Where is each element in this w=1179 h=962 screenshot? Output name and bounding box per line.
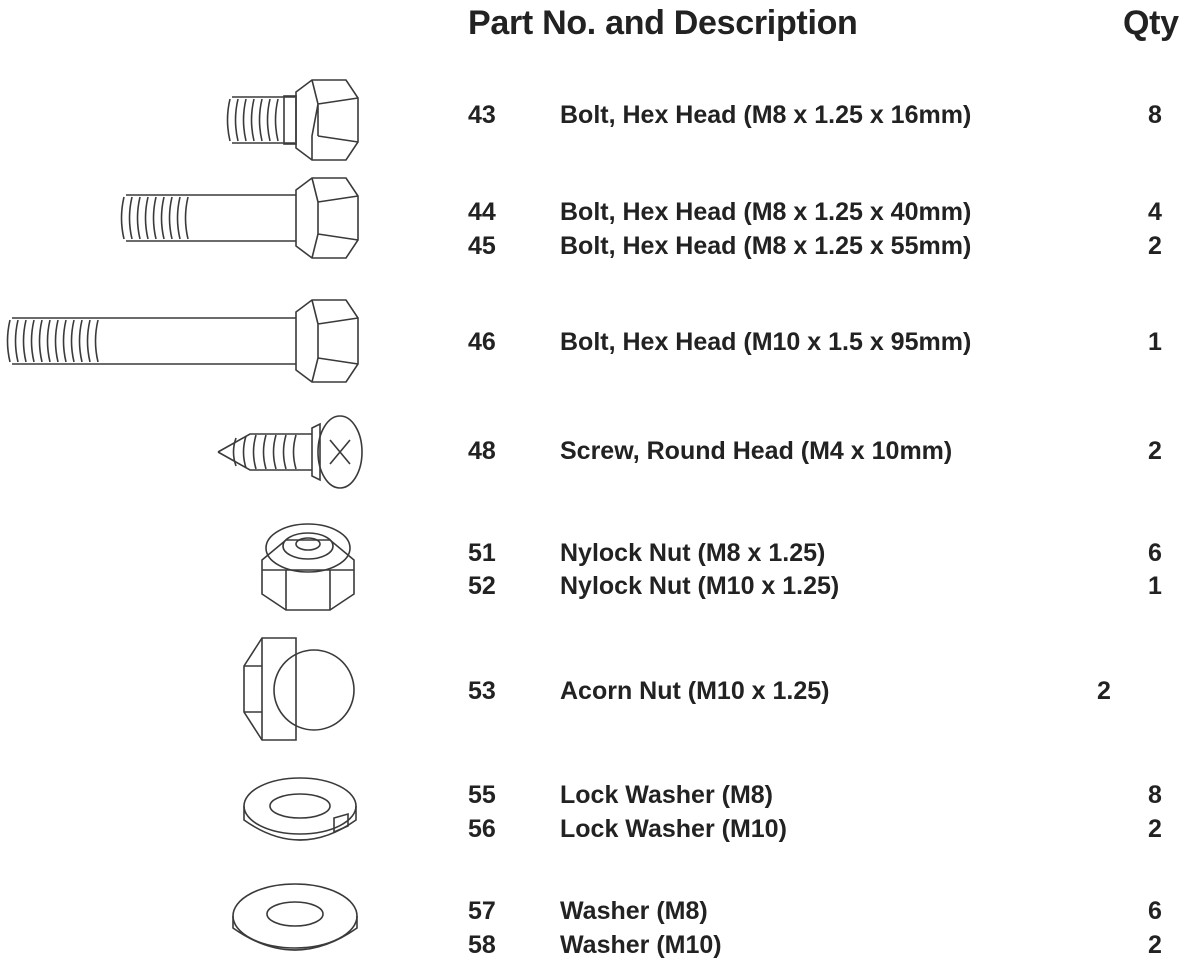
part-qty: 8	[1148, 781, 1162, 809]
part-number: 44	[468, 198, 496, 226]
flat-washer-icon	[233, 884, 357, 950]
part-number: 53	[468, 677, 496, 705]
part-description: Nylock Nut (M8 x 1.25)	[560, 539, 826, 567]
column-header-qty: Qty	[1123, 4, 1179, 42]
part-number: 58	[468, 931, 496, 959]
part-description: Lock Washer (M10)	[560, 815, 787, 843]
part-qty: 6	[1148, 897, 1162, 925]
part-description: Bolt, Hex Head (M8 x 1.25 x 55mm)	[560, 232, 972, 260]
part-qty: 6	[1148, 539, 1162, 567]
part-qty: 8	[1148, 101, 1162, 129]
part-number: 56	[468, 815, 496, 843]
part-description: Screw, Round Head (M4 x 10mm)	[560, 437, 953, 465]
lock-washer-icon	[244, 778, 356, 840]
nylock-nut-icon	[262, 524, 354, 610]
bolt-95mm-icon	[8, 300, 359, 382]
part-description: Bolt, Hex Head (M8 x 1.25 x 16mm)	[560, 101, 972, 129]
part-description: Lock Washer (M8)	[560, 781, 774, 809]
part-number: 46	[468, 328, 496, 356]
bolt-16mm-icon	[228, 80, 359, 160]
part-qty: 1	[1148, 572, 1162, 600]
part-number: 57	[468, 897, 496, 925]
part-description: Bolt, Hex Head (M10 x 1.5 x 95mm)	[560, 328, 972, 356]
part-description: Bolt, Hex Head (M8 x 1.25 x 40mm)	[560, 198, 972, 226]
part-number: 48	[468, 437, 496, 465]
part-number: 55	[468, 781, 496, 809]
part-number: 45	[468, 232, 496, 260]
hardware-illustrations	[0, 0, 380, 962]
part-description: Nylock Nut (M10 x 1.25)	[560, 572, 840, 600]
part-qty: 2	[1148, 931, 1162, 959]
part-description: Washer (M8)	[560, 897, 708, 925]
part-description: Acorn Nut (M10 x 1.25)	[560, 677, 830, 705]
part-qty: 4	[1148, 198, 1162, 226]
part-number: 52	[468, 572, 496, 600]
part-qty: 2	[1148, 232, 1162, 260]
part-qty: 2	[1148, 815, 1162, 843]
part-number: 43	[468, 101, 496, 129]
bolt-40mm-icon	[122, 178, 359, 258]
part-number: 51	[468, 539, 496, 567]
column-header-part-description: Part No. and Description	[468, 4, 858, 42]
part-qty: 2	[1097, 677, 1111, 705]
part-qty: 1	[1148, 328, 1162, 356]
round-head-screw-icon	[218, 416, 362, 488]
acorn-nut-icon	[244, 638, 354, 740]
part-description: Washer (M10)	[560, 931, 722, 959]
part-qty: 2	[1148, 437, 1162, 465]
